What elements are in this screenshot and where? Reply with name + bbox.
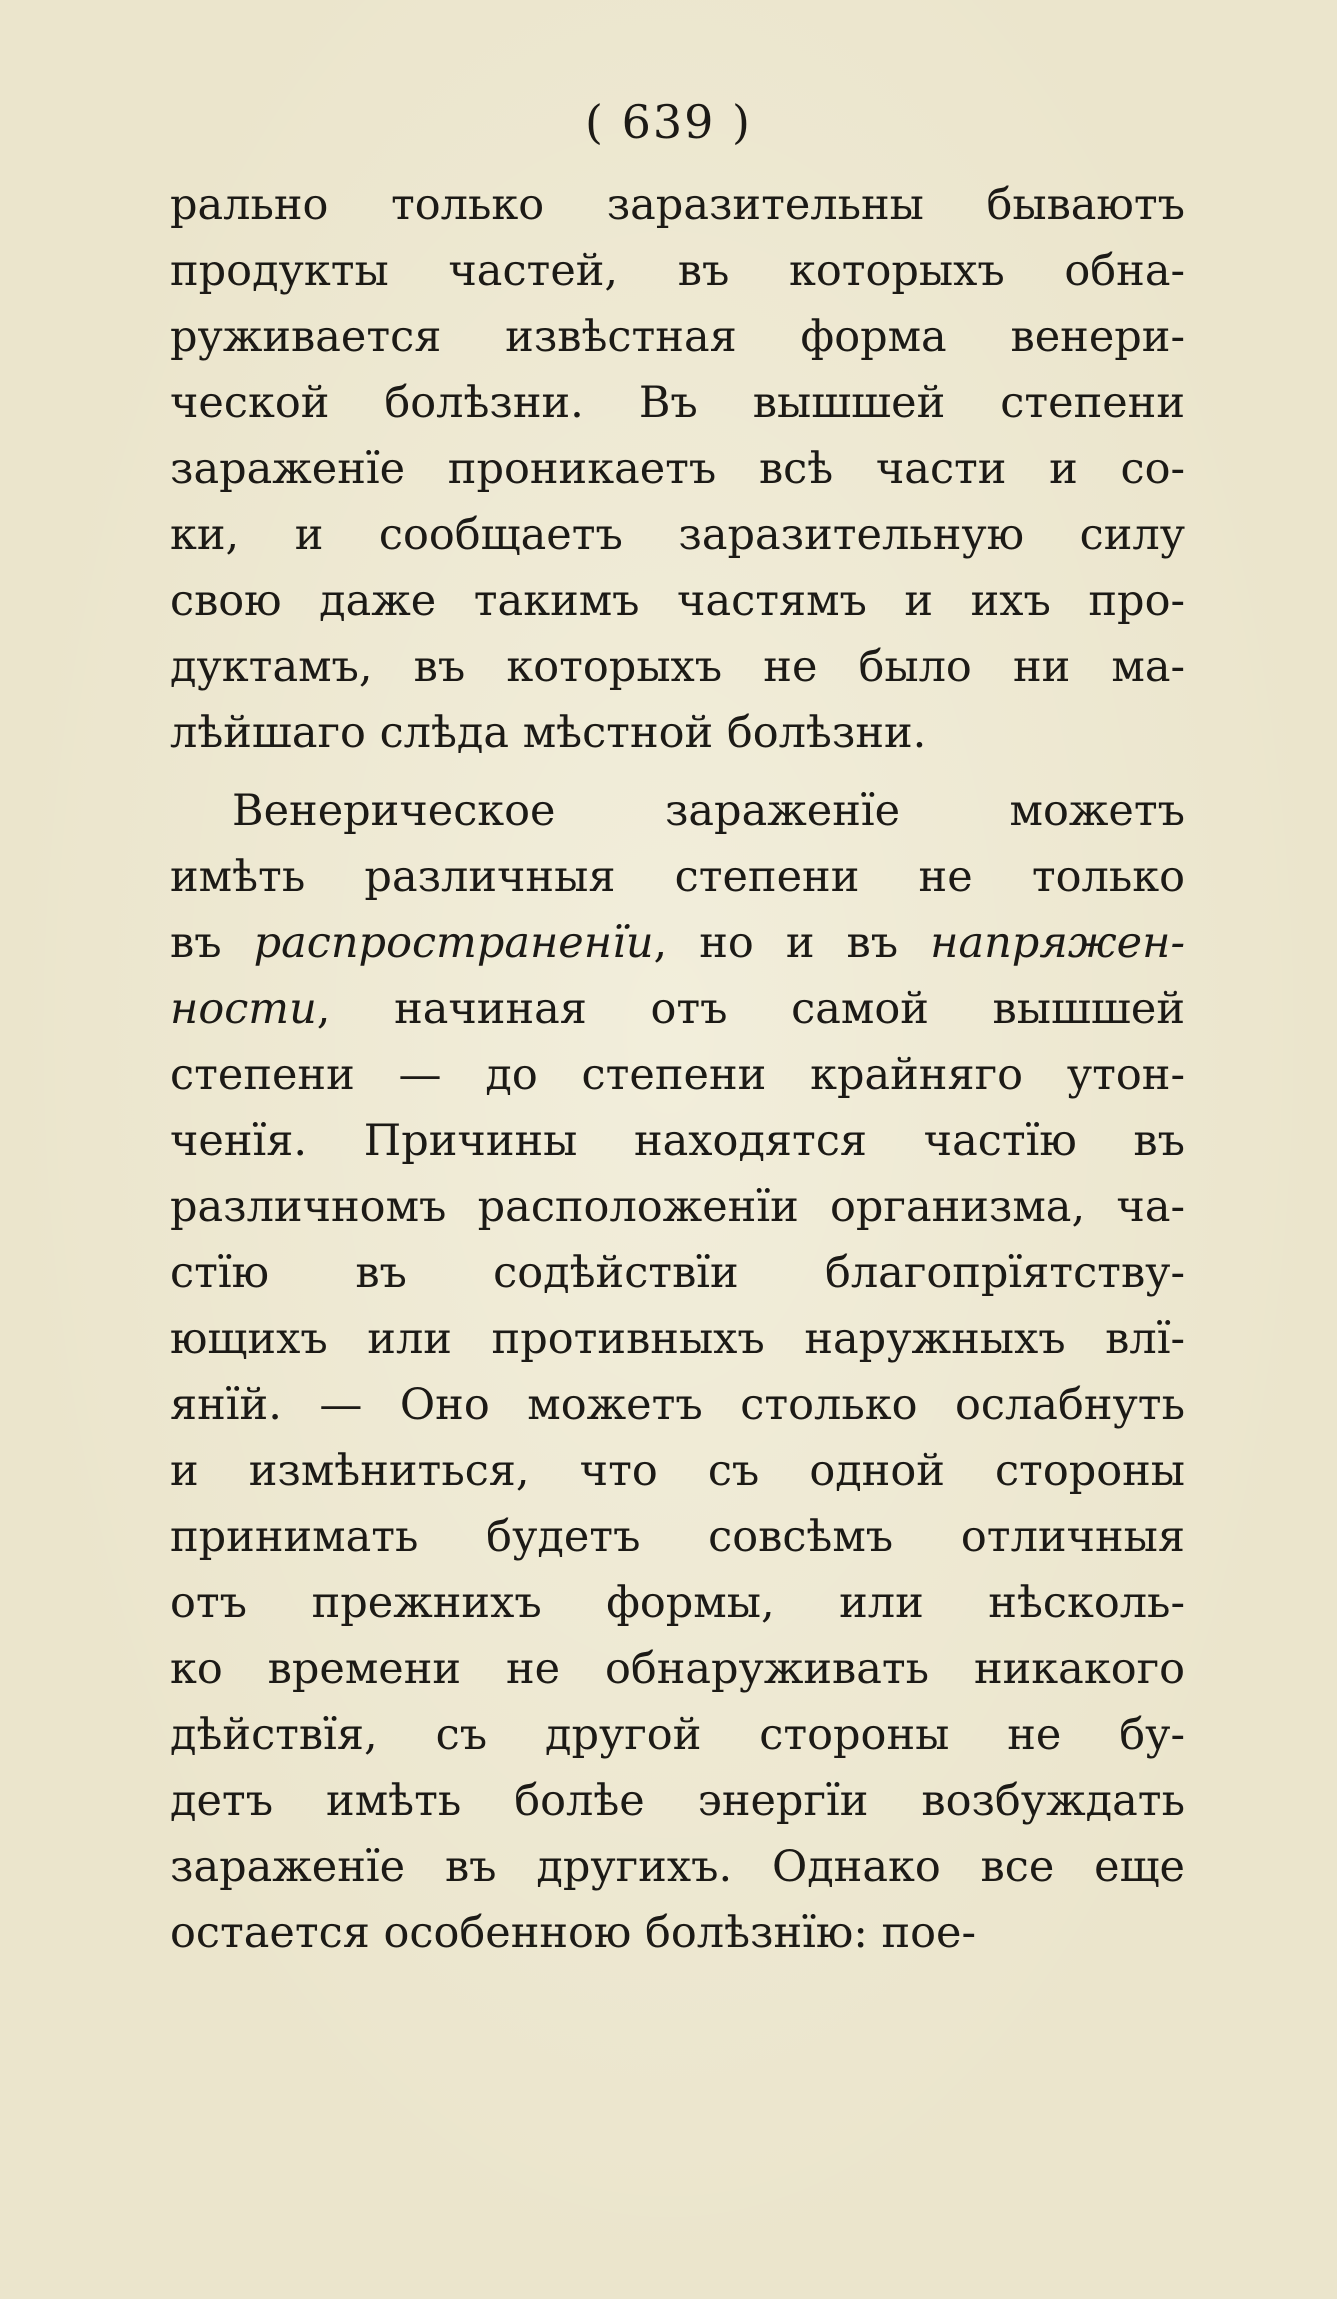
text-line [170,1834,1185,1900]
text-line [170,976,1185,1042]
text-segment: имѣть различныя степени не только [170,852,1185,902]
text-line [170,502,1185,568]
text-line [170,1900,1185,1966]
text-segment: ющихъ или противныхъ наружныхъ влї- [170,1314,1185,1364]
text-line [170,700,1185,766]
text-line [170,634,1185,700]
text-segment: дѣйствїя, съ другой стороны не бу- [170,1710,1185,1760]
text-segment: Венерическое зараженїе можетъ [232,786,1185,836]
text-line [170,1570,1185,1636]
text-segment: , но и въ [653,918,931,968]
text-line [170,1042,1185,1108]
italic-text: распространенїи [253,918,654,968]
text-segment: янїй. — Оно можетъ столько ослабнуть [170,1380,1185,1430]
text-segment: ченїя. Причины находятся частїю въ [170,1116,1185,1166]
page-number-header: ( 639 ) [585,95,752,149]
text-segment: ко времени не обнаруживать никакого [170,1644,1185,1694]
text-segment: ческой болѣзни. Въ вышшей степени [170,378,1185,428]
text-line [170,172,1185,238]
text-line [170,304,1185,370]
text-line [170,1702,1185,1768]
body-text [170,172,1185,1966]
text-line [170,370,1185,436]
text-line [170,238,1185,304]
text-segment: рально только заразительны бываютъ [170,180,1185,230]
text-segment: дуктамъ, въ которыхъ не было ни ма- [170,642,1185,692]
text-segment: различномъ расположенїи организма, ча- [170,1182,1185,1232]
text-segment: детъ имѣть болѣе энергїи возбуждать [170,1776,1185,1826]
text-segment: зараженїе проникаетъ всѣ части и со- [170,444,1185,494]
text-line [170,436,1185,502]
text-segment: ки, и сообщаетъ заразительную силу [170,510,1185,560]
text-line [170,1108,1185,1174]
paragraph-2 [170,778,1185,1966]
text-segment: , начиная отъ самой вышшей [316,984,1185,1034]
text-line [170,1174,1185,1240]
text-line [170,568,1185,634]
paragraph-1 [170,172,1185,766]
text-segment: принимать будетъ совсѣмъ отличныя [170,1512,1185,1562]
text-line [170,1636,1185,1702]
text-line [170,1504,1185,1570]
italic-text: ности [170,984,317,1034]
text-segment: остается особенною болѣзнїю: пое- [170,1908,977,1958]
text-segment: въ [170,918,254,968]
text-segment: лѣйшаго слѣда мѣстной болѣзни. [170,708,927,758]
text-line [170,1372,1185,1438]
text-segment: и измѣниться, что съ одной стороны [170,1446,1185,1496]
text-line [170,1768,1185,1834]
text-segment: зараженїе въ другихъ. Однако все еще [170,1842,1185,1892]
text-segment: степени — до степени крайняго утон- [170,1050,1185,1100]
text-segment: руживается извѣстная форма венери- [170,312,1185,362]
text-segment: свою даже такимъ частямъ и ихъ про- [170,576,1185,626]
text-segment: стїю въ содѣйствїи благопрїятству- [170,1248,1185,1298]
text-line [170,778,1185,844]
italic-text: напряжен- [930,918,1185,968]
text-line [170,910,1185,976]
text-line [170,1306,1185,1372]
text-line [170,1240,1185,1306]
text-line [170,844,1185,910]
text-segment: отъ прежнихъ формы, или нѣсколь- [170,1578,1185,1628]
text-segment: продукты частей, въ которыхъ обна- [170,246,1185,296]
paragraph-gap [170,766,1185,778]
text-line [170,1438,1185,1504]
